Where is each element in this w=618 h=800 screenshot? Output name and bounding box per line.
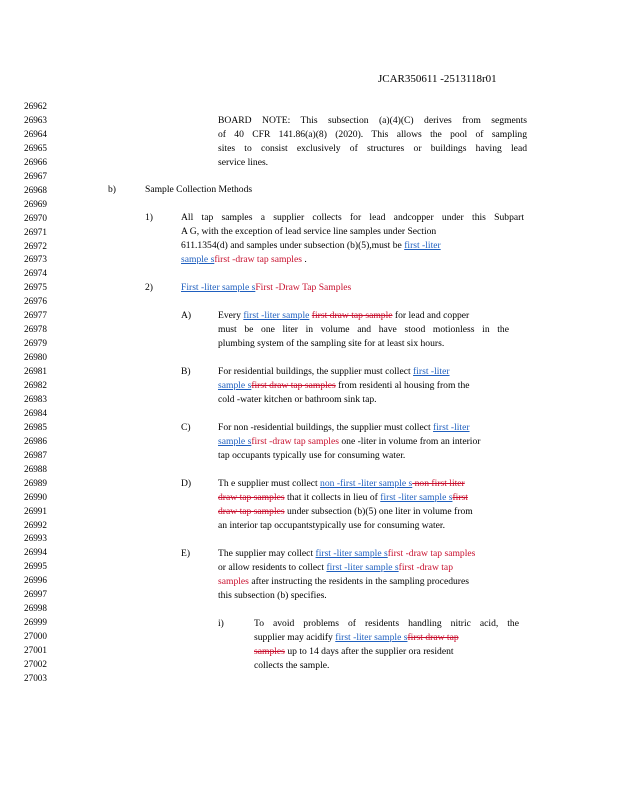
line-number: 26975 <box>24 282 47 293</box>
item-D-marker: D) <box>181 478 192 489</box>
replaced-text: first -draw tap <box>398 562 453 573</box>
item-i-marker: i) <box>218 618 224 629</box>
line-number: 26982 <box>24 380 47 390</box>
board-note-line-4: service lines. <box>218 157 269 168</box>
line-number: 26992 <box>24 519 47 530</box>
item-B-line-1: For residential buildings, the supplier must collect first -liter <box>218 366 450 377</box>
item-A-line-2: must be one liter in volume and have stood motionless in the <box>218 324 509 335</box>
inserted-text: sample s <box>218 380 252 391</box>
line-number: 26989 <box>24 477 47 488</box>
item-1-marker: 1) <box>145 212 153 223</box>
inserted-text: sample s <box>181 254 215 265</box>
deleted-text: samples <box>254 646 285 657</box>
deleted-text: non first liter <box>412 478 465 489</box>
line-number: 26965 <box>24 142 47 153</box>
item-1-line-1: All tap samples a supplier collects for lead andcopper under this Subpart <box>181 212 524 223</box>
line-number: 26997 <box>24 589 47 600</box>
line-number: 26981 <box>24 366 47 377</box>
item-E-line-1: The supplier may collect first -liter sample sfirst -draw tap samples <box>218 548 476 559</box>
item-E-line-3: samples after instructing the residents in the sampling procedures <box>218 576 469 587</box>
inserted-text: first -liter sample <box>243 310 310 321</box>
item-A-marker: A) <box>181 310 192 321</box>
line-number: 26978 <box>24 324 47 335</box>
line-number: 26995 <box>24 561 47 572</box>
inserted-text: first -liter sample s <box>326 562 399 573</box>
inserted-text: non -first -liter sample s <box>320 478 413 489</box>
deleted-text: first <box>452 492 468 503</box>
line-number: 26979 <box>24 338 47 349</box>
deleted-text: first draw tap <box>407 632 459 643</box>
line-number: 26986 <box>24 435 47 446</box>
item-1-line-4: sample sfirst -draw tap samples . <box>181 254 307 265</box>
line-number: 26977 <box>24 310 47 321</box>
line-number: 27003 <box>24 672 47 683</box>
line-number: 26998 <box>24 603 47 614</box>
line-number: 26962 <box>24 101 47 111</box>
item-i-line-1: To avoid problems of residents handling nitric acid, the <box>254 618 519 629</box>
line-number: 26966 <box>24 156 47 167</box>
item-E-marker: E) <box>181 548 191 559</box>
item-A-line-3: plumbing system of the sampling site for at least six hours. <box>218 338 445 349</box>
line-number: 27001 <box>24 645 47 656</box>
item-2-marker: 2) <box>145 282 153 293</box>
line-number: 26973 <box>24 254 47 265</box>
section-b-heading: Sample Collection Methods <box>145 184 253 195</box>
item-D-line-3: draw tap samples under subsection (b)(5) one liter in volume from <box>218 506 473 517</box>
board-note-line-1: BOARD NOTE: This subsection (a)(4)(C) derives from segments <box>218 115 527 126</box>
item-C-line-1: For non -residential buildings, the supplier must collect first -liter <box>218 422 470 433</box>
line-number: 26964 <box>24 128 47 139</box>
line-number: 26990 <box>24 491 47 502</box>
line-number: 26993 <box>24 533 47 544</box>
line-number: 27002 <box>24 659 47 669</box>
line-number: 26976 <box>24 296 47 307</box>
line-number: 26994 <box>24 547 47 558</box>
inserted-text: first -liter <box>433 422 470 433</box>
line-number: 26991 <box>24 505 47 516</box>
item-C-line-2: sample sfirst -draw tap samples one -liter in volume from an interior <box>218 436 481 447</box>
line-number: 26969 <box>24 198 47 209</box>
line-number: 26970 <box>24 212 47 223</box>
item-E-line-4: this subsection (b) specifies. <box>218 590 327 601</box>
line-number: 26974 <box>24 268 47 279</box>
deleted-text: draw tap samples <box>218 492 285 503</box>
inserted-text: first -liter sample s <box>380 492 453 503</box>
line-number: 26987 <box>24 449 47 460</box>
replaced-text: samples <box>218 576 249 587</box>
inserted-text: First -liter sample s <box>181 282 256 293</box>
line-number: 26999 <box>24 617 47 628</box>
item-D-line-4: an interior tap occupantstypically use for consuming water. <box>218 520 445 531</box>
inserted-text: first -liter sample s <box>315 548 388 559</box>
line-number: 26972 <box>24 240 47 251</box>
inserted-text: sample s <box>218 436 252 447</box>
item-B-line-3: cold -water kitchen or bathroom sink tap. <box>218 394 377 405</box>
item-i-line-2: supplier may acidify first -liter sample sfirst draw tap <box>254 632 459 643</box>
line-number: 26984 <box>24 407 47 418</box>
item-i-line-4: collects the sample. <box>254 660 330 671</box>
deleted-text: draw tap samples <box>218 506 285 517</box>
item-C-line-3: tap occupants typically use for consuming water. <box>218 450 406 461</box>
item-D-line-1: Th e supplier must collect non -first -liter sample s non first liter <box>218 478 465 489</box>
line-number: 27000 <box>24 631 47 642</box>
line-number: 26968 <box>24 184 47 195</box>
item-i-line-3: samples up to 14 days after the supplier ora resident <box>254 646 454 657</box>
inserted-text: first -liter sample s <box>335 632 408 643</box>
item-A-line-1: Every first -liter sample first draw tap sample for lead and copper <box>218 310 470 321</box>
replaced-text: first -draw tap samples <box>387 548 476 559</box>
line-number: 26983 <box>24 393 47 404</box>
board-note-line-2: of 40 CFR 141.86(a)(8) (2020). This allows the pool of sampling <box>218 129 527 140</box>
document-id-header: JCAR350611 -2513118r01 <box>378 73 497 85</box>
inserted-text: first -liter <box>404 240 441 251</box>
line-number: 26967 <box>24 170 47 181</box>
item-E-line-2: or allow residents to collect first -liter sample sfirst -draw tap <box>218 562 453 573</box>
line-number: 26996 <box>24 575 47 586</box>
board-note-line-3: sites to consist exclusively of structures or buildings having lead <box>218 143 527 154</box>
deleted-text: first draw tap samples <box>251 380 336 391</box>
item-C-marker: C) <box>181 422 191 433</box>
item-1-line-2: A G, with the exception of lead service line samples under Section <box>181 226 437 237</box>
line-number: 26963 <box>24 114 47 125</box>
line-number: 26971 <box>24 226 47 237</box>
replaced-text: first -draw tap samples <box>214 254 302 265</box>
line-number: 26988 <box>24 463 47 474</box>
replaced-text: first -draw tap samples <box>251 436 339 447</box>
line-number: 26980 <box>24 352 47 363</box>
item-B-line-2: sample sfirst draw tap samples from residenti al housing from the <box>218 380 470 391</box>
line-number: 26985 <box>24 421 47 432</box>
item-2-heading <box>181 281 351 295</box>
item-D-line-2: draw tap samples that it collects in lieu of first -liter sample sfirst <box>218 492 468 503</box>
section-b-marker: b) <box>108 184 116 195</box>
deleted-text: first draw tap sample <box>311 310 393 321</box>
item-1-line-3: 611.1354(d) and samples under subsection (b)(5),must be first -liter <box>181 240 441 251</box>
item-B-marker: B) <box>181 366 191 377</box>
inserted-text: first -liter <box>413 366 450 377</box>
replaced-text: First -Draw Tap Samples <box>255 282 352 293</box>
